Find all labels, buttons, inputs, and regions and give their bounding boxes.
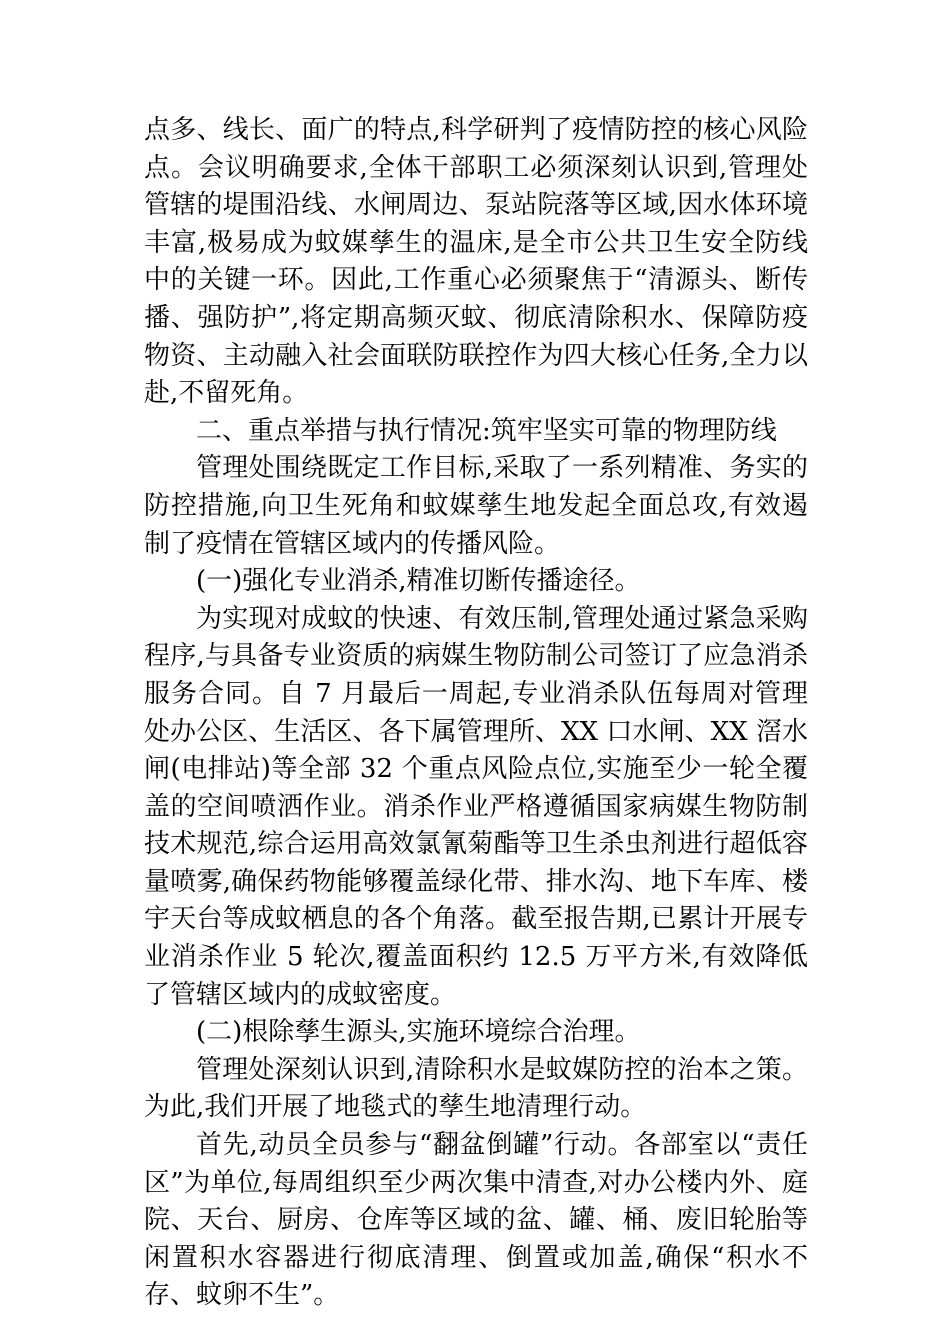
paragraph-breeding-source-intro: 管理处深刻认识到,清除积水是蚊媒防控的治本之策。为此,我们开展了地毯式的孳生地清理行动。 [144,1054,808,1123]
paragraph-risk-analysis: 点多、线长、面广的特点,科学研判了疫情防控的核心风险点。会议明确要求,全体干部职工必须深刻认识到,管理处管辖的堤围沿线、水闸周边、泵站院落等区域,因水体环境丰富,极易成为蚊媒孳生的温床,是全市公共卫生安全防线中的关键一环。因此,工作重心必须聚焦于“清源头、断传播、强防护”,将定期高频灭蚊、彻底清除积水、保障防疫物资、主动融入社会面联防联控作为四大核心任务,全力以赴,不留死角。 [144,115,808,409]
document-body [144,112,808,1315]
paragraph-disinfection-details: 为实现对成蚊的快速、有效压制,管理处通过紧急采购程序,与具备专业资质的病媒生物防制公司签订了应急消杀服务合同。自 7 月最后一周起,专业消杀队伍每周对管理处办公区、生活区、各下属管理所、XX 口水闸、XX 滘水闸(电排站)等全部 32 个重点风险点位,实施至少一轮全覆盖的空间喷洒作业。消杀作业严格遵循国家病媒生物防制技术规范,综合运用高效氯氰菊酯等卫生杀虫剂进行超低容量喷雾,确保药物能够覆盖绿化带、排水沟、地下车库、楼宇天台等成蚊栖息的各个角落。截至报告期,已累计开展专业消杀作业 5 轮次,覆盖面积约 12.5 万平方米,有效降低了管辖区域内的成蚊密度。 [144,603,808,1010]
paragraph-container-cleanup: 首先,动员全员参与“翻盆倒罐”行动。各部室以“责任区”为单位,每周组织至少两次集中清查,对办公楼内外、庭院、天台、厨房、仓库等区域的盆、罐、桶、废旧轮胎等闲置积水容器进行彻底清理、倒置或加盖,确保“积水不存、蚊卵不生”。 [144,1130,808,1311]
subsection-heading-disinfection: (一)强化专业消杀,精准切断传播途径。 [196,566,641,597]
paragraph-measures-intro: 管理处围绕既定工作目标,采取了一系列精准、务实的防控措施,向卫生死角和蚊媒孳生地发起全面总攻,有效遏制了疫情在管辖区域内的传播风险。 [144,453,808,559]
section-heading-key-measures: 二、重点举措与执行情况:筑牢坚实可靠的物理防线 [196,415,777,446]
subsection-heading-breeding-source: (二)根除孳生源头,实施环境综合治理。 [196,1017,641,1048]
